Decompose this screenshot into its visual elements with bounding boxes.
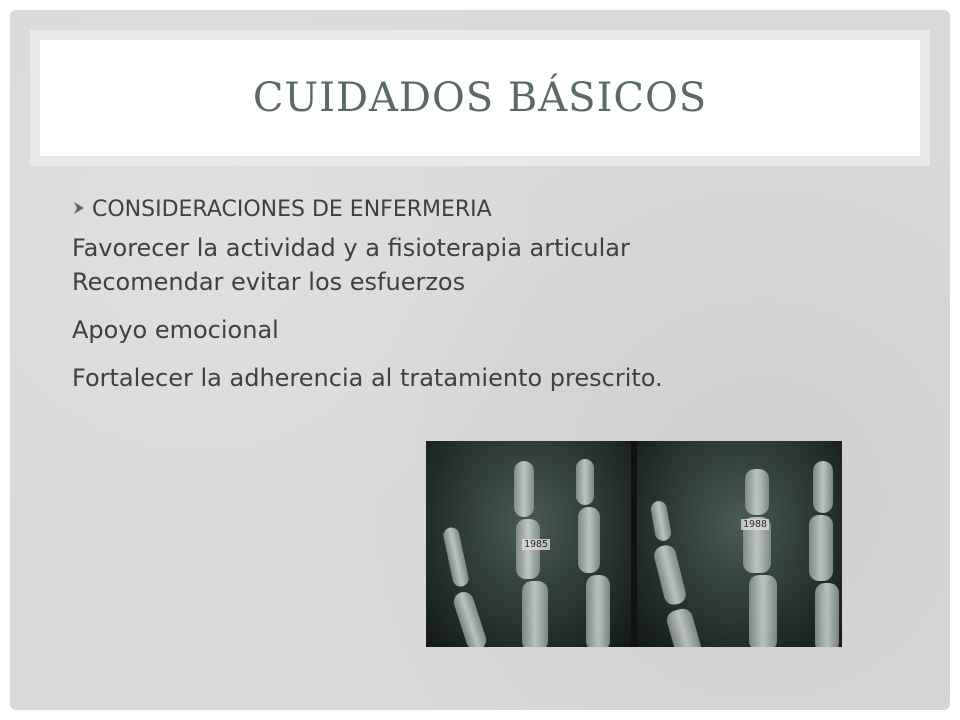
section-bullet [72, 193, 922, 227]
paragraph-adherence: Fortalecer la adherencia al tratamiento prescrito. [72, 364, 663, 392]
paragraph-support: Apoyo emocional [72, 316, 279, 344]
title-panel [40, 40, 920, 156]
hand-xray-image [426, 441, 842, 647]
paragraph-activity: Favorecer la actividad y a fisioterapia articular [72, 234, 630, 262]
section-heading: CONSIDERACIONES DE ENFERMERIA [92, 197, 492, 222]
plate-label-left: 1985 [524, 539, 549, 550]
paragraph-effort: Recomendar evitar los esfuerzos [72, 268, 466, 296]
title-frame [30, 30, 930, 166]
xray-right-panel [637, 441, 842, 647]
slide-title: CUIDADOS BÁSICOS [252, 75, 708, 121]
plate-label-right: 1988 [743, 519, 768, 530]
slide-body [72, 193, 922, 395]
slide [10, 10, 950, 710]
xray-left-panel [426, 441, 631, 647]
arrow-bullet-icon [72, 193, 88, 227]
